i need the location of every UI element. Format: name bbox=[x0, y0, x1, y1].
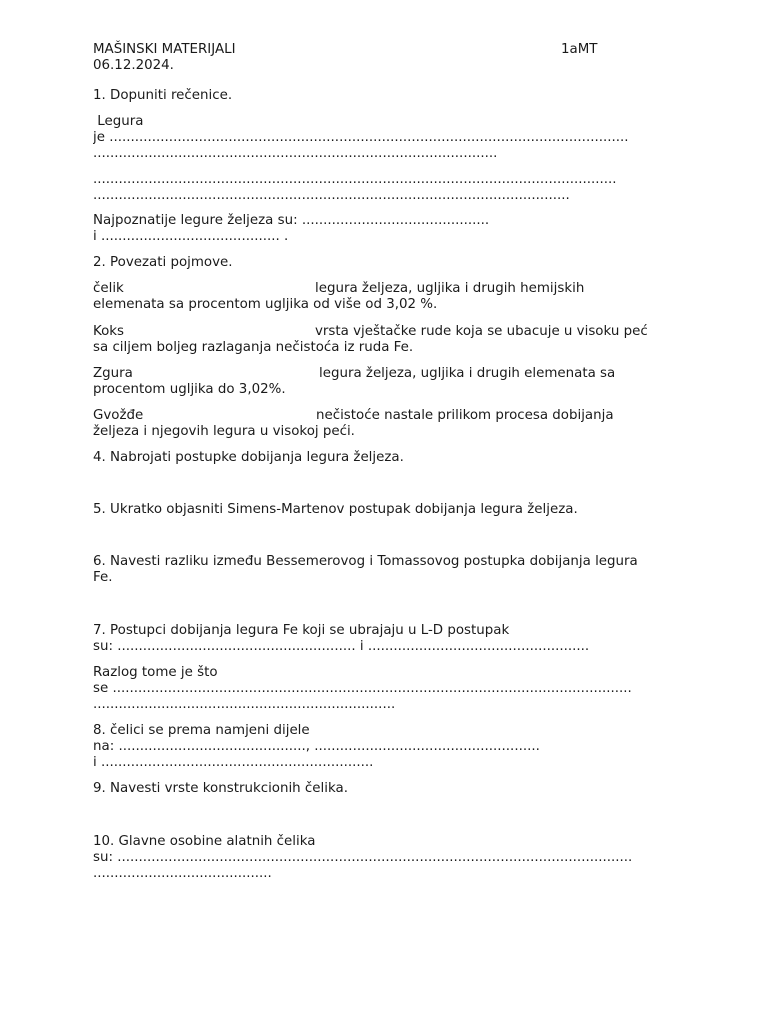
match-definition-cont: sa ciljem boljeg razlaganja nečistoća iz ruda Fe. bbox=[93, 340, 414, 355]
header-row bbox=[93, 42, 678, 58]
subject-title: MAŠINSKI MATERIJALI bbox=[93, 42, 236, 57]
match-definition: nečistoće nastale prilikom procesa dobijanja bbox=[316, 408, 614, 423]
match-pair bbox=[93, 408, 678, 424]
q6-title: 6. Navesti razliku između Bessemerovog i Tomassovog postupka dobijanja legura bbox=[93, 554, 638, 569]
match-definition-cont: elemenata sa procentom ugljika od više od 3,02 %. bbox=[93, 297, 438, 312]
match-pair bbox=[93, 366, 678, 382]
q7-title: 7. Postupci dobijanja legura Fe koji se ubrajaju u L-D postupak bbox=[93, 623, 510, 638]
q1-blank-line: ........................................................................................................................... bbox=[93, 172, 617, 187]
match-term: Zgura bbox=[93, 366, 133, 381]
worksheet bbox=[93, 42, 678, 882]
q8-blank-line: i ................................................................ bbox=[93, 755, 374, 770]
match-definition-cont: željeza i njegovih legura u visokoj peći. bbox=[93, 424, 355, 439]
q6-title-cont: Fe. bbox=[93, 570, 113, 585]
q10-blank-line: .......................................... bbox=[93, 866, 272, 881]
q1-blank-line: ............................................................................................... bbox=[93, 146, 498, 161]
match-pair bbox=[93, 281, 678, 297]
match-term: Gvožđe bbox=[93, 408, 144, 423]
match-definition: legura željeza, ugljika i drugih elemenata sa bbox=[319, 366, 616, 381]
q1-blank-line: ................................................................................................................ bbox=[93, 188, 570, 203]
class-label: 1aMT bbox=[561, 42, 598, 57]
q7-blank-line: ....................................................................... bbox=[93, 697, 396, 712]
q10-title: 10. Glavne osobine alatnih čelika bbox=[93, 834, 316, 849]
q8-blank-line: na: ............................................, ..................................................... bbox=[93, 739, 540, 754]
q7-blank-line: se .......................................................................................................................... bbox=[93, 681, 632, 696]
date: 06.12.2024. bbox=[93, 58, 174, 73]
q5-title: 5. Ukratko objasniti Simens-Martenov postupak dobijanja legura željeza. bbox=[93, 502, 578, 517]
match-definition-cont: procentom ugljika do 3,02%. bbox=[93, 382, 286, 397]
q2-title: 2. Povezati pojmove. bbox=[93, 255, 233, 270]
q8-title: 8. čelici se prema namjeni dijele bbox=[93, 723, 310, 738]
q1-title: 1. Dopuniti rečenice. bbox=[93, 88, 233, 103]
q1-line-legure: Najpoznatije legure željeza su: ............................................ bbox=[93, 213, 490, 228]
q9-title: 9. Navesti vrste konstrukcionih čelika. bbox=[93, 781, 348, 796]
match-term: Koks bbox=[93, 324, 125, 339]
q1-line-i: i .......................................... . bbox=[93, 229, 289, 244]
match-definition: vrsta vještačke rude koja se ubacuje u visoku peć bbox=[315, 324, 648, 339]
match-definition: legura željeza, ugljika i drugih hemijskih bbox=[315, 281, 585, 296]
q10-blank-line: su: ......................................................................................................................... bbox=[93, 850, 633, 865]
q7-reason-label: Razlog tome je što bbox=[93, 665, 218, 680]
q4-title: 4. Nabrojati postupke dobijanja legura željeza. bbox=[93, 450, 404, 465]
match-pair bbox=[93, 324, 678, 340]
q7-blank-line: su: ........................................................ i .................................................... bbox=[93, 639, 590, 654]
match-term: čelik bbox=[93, 281, 124, 296]
q1-blank-line: je .......................................................................................................................... bbox=[93, 130, 629, 145]
q1-line1: Legura bbox=[93, 114, 144, 129]
